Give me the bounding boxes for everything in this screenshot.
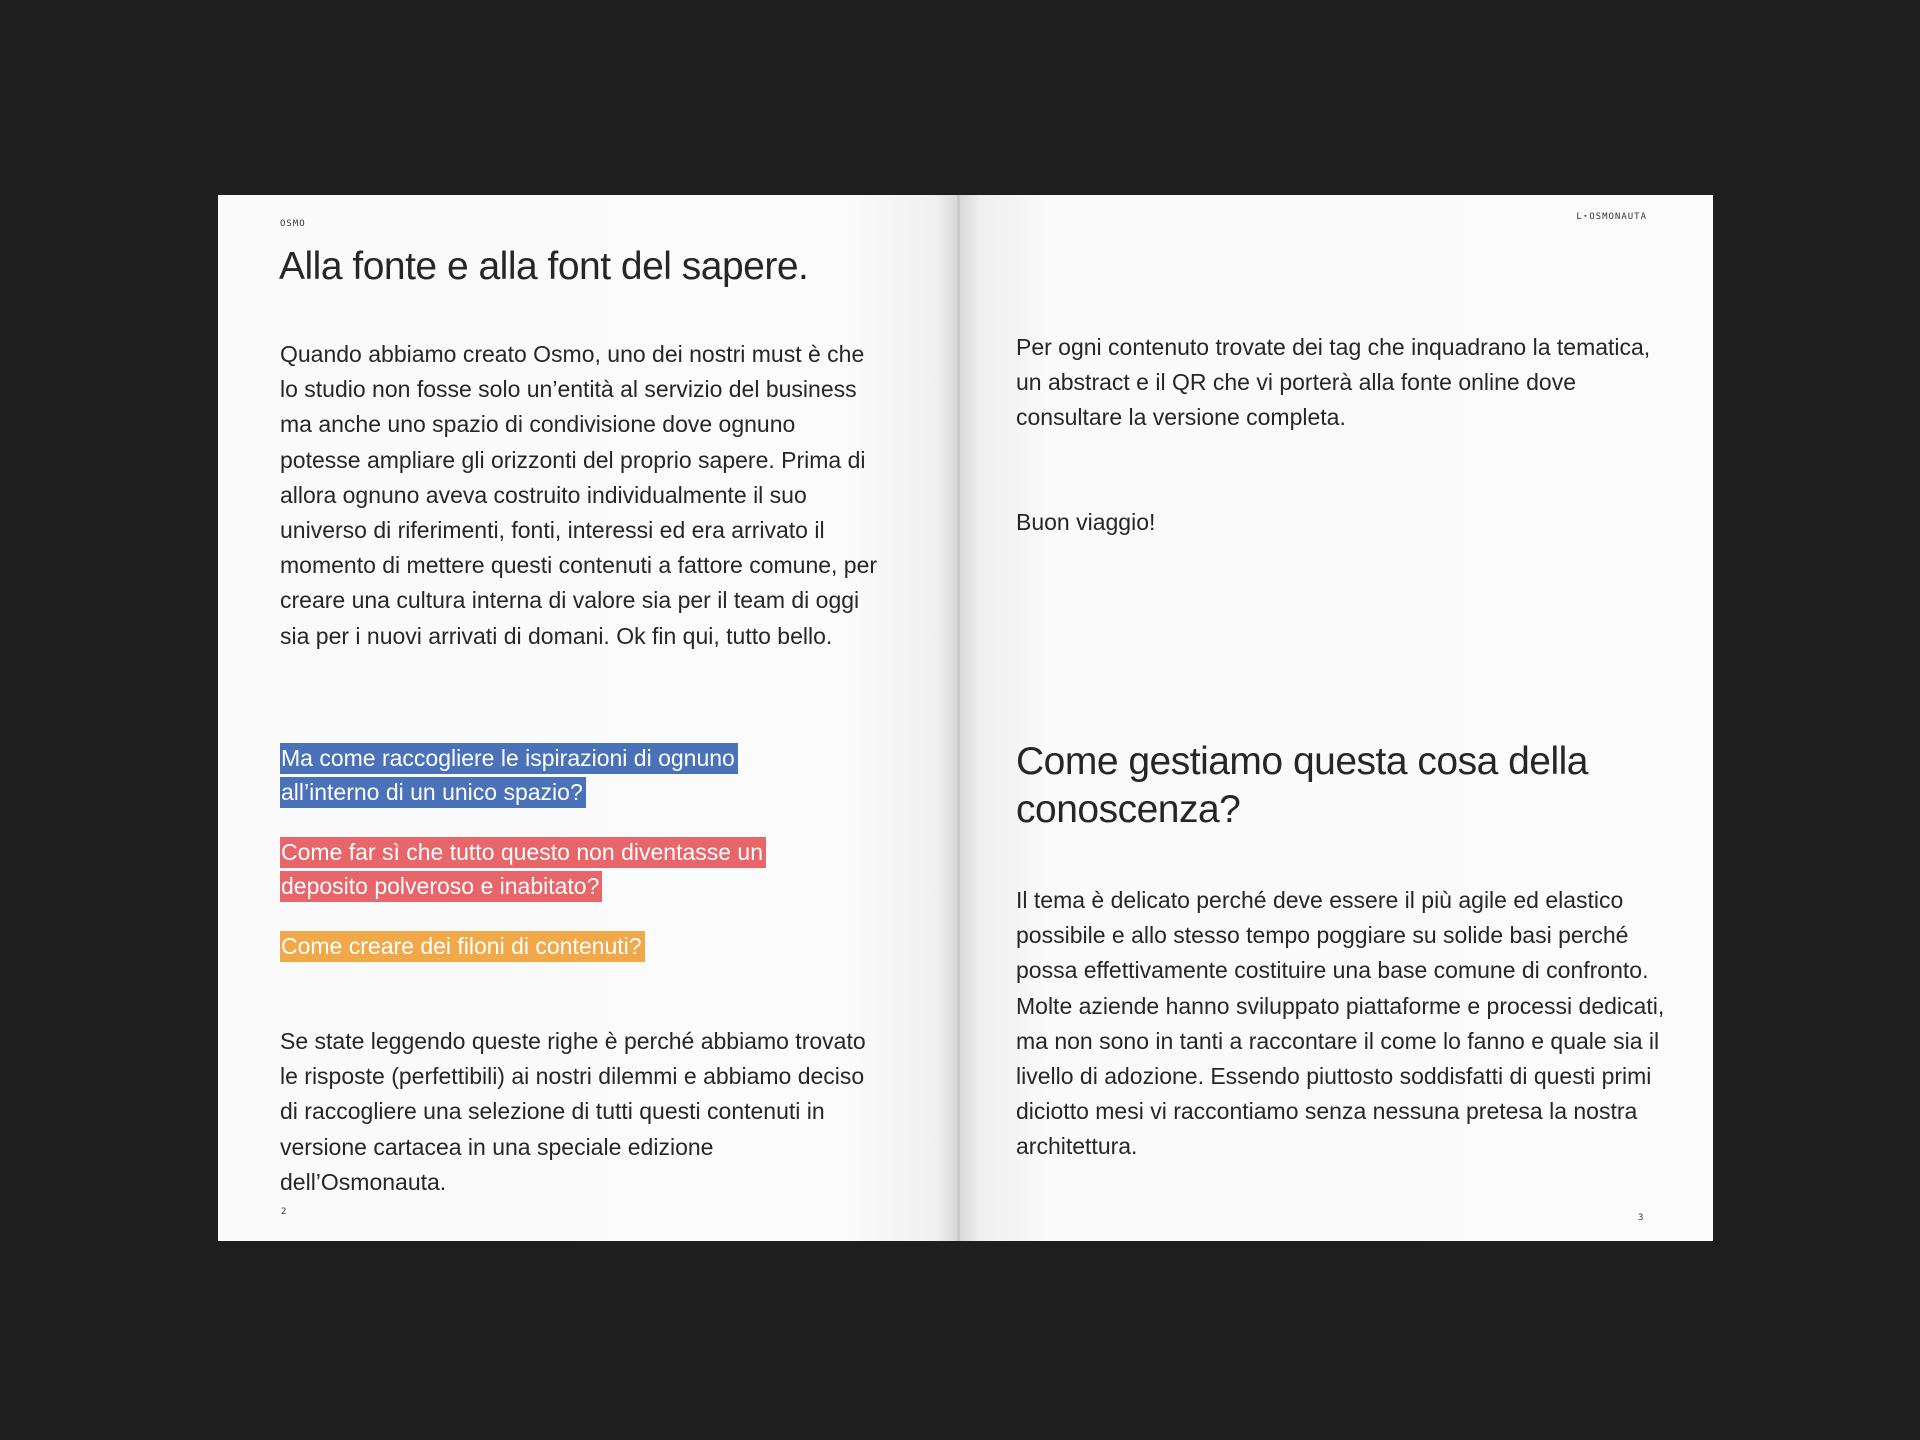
page-number-right: 3 [1638,1213,1644,1223]
right-page [958,195,1713,1241]
left-page [218,195,958,1241]
greeting: Buon viaggio! [1016,509,1156,535]
closing-paragraph: Se state leggendo queste righe è perché abbiamo trovato le risposte (perfettibili) ai nostri dilemmi e abbiamo deciso di raccogliere una selezione di tutti questi contenuti in versione cartacea in una speciale edizione dell’Osmonauta. [280,1028,866,1195]
page-gutter [957,195,960,1241]
highlight-blue: Ma come raccogliere le ispirazioni di ognuno all’interno di un unico spazio? [280,743,738,808]
section-title: Come gestiamo questa cosa della conoscenza? [1016,740,1588,831]
right-intro-paragraph: Per ogni contenuto trovate dei tag che inquadrano la tematica, un abstract e il QR che vi porterà alla fonte online dove consultare la versione completa. [1016,334,1651,431]
booklet-spread [218,195,1713,1241]
running-head-right: L⋆OSMONAUTA [1576,212,1647,222]
page-number-left: 2 [281,1207,287,1217]
running-head-left: OSMO [280,219,306,229]
section-body: Il tema è delicato perché deve essere il più agile ed elastico possibile e allo stesso tempo poggiare su solide basi perché possa effettivamente costituire una base comune di confronto. Molte aziende hanno sviluppato piattaforme e processi dedicati, ma non sono in tanti a raccontare il come lo fanno e quale sia il livello di adozione. Essendo piuttosto soddisfatti di questi primi diciotto mesi vi raccontiamo senza nessuna pretesa la nostra architettura. [1016,887,1665,1160]
intro-paragraph: Quando abbiamo creato Osmo, uno dei nostri must è che lo studio non fosse solo un’entità al servizio del business ma anche uno spazio di condivisione dove ognuno potesse ampliare gli orizzonti del proprio sapere. Prima di allora ognuno aveva costruito individualmente il suo universo di riferimenti, fonti, interessi ed era arrivato il momento di mettere questi contenuti a fattore comune, per creare una cultura interna di valore sia per il team di oggi sia per i nuovi arrivati di domani. Ok fin qui, tutto bello. [280,341,878,649]
question-1 [280,741,800,809]
question-2 [280,835,820,903]
question-3 [280,929,800,963]
page-title: Alla fonte e alla font del sapere. [279,245,809,288]
highlight-orange: Come creare dei filoni di contenuti? [280,931,645,962]
highlight-red: Come far sì che tutto questo non diventasse un deposito polveroso e inabitato? [280,837,766,902]
